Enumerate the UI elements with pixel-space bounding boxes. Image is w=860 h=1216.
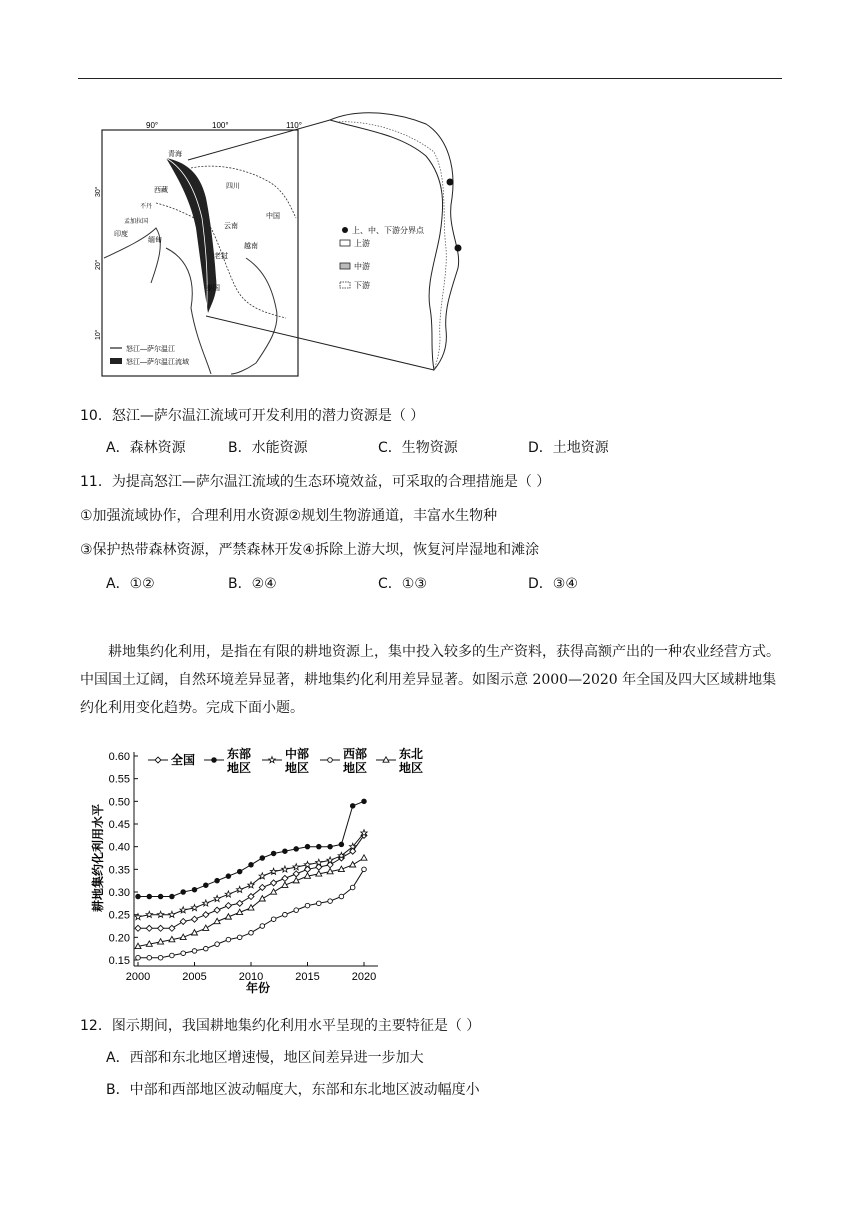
- boundary-point-middle: [455, 245, 462, 252]
- lon-label-100: 100°: [212, 121, 229, 130]
- data-point: [136, 894, 141, 899]
- data-point: [169, 925, 175, 931]
- y-tick-label: 0.20: [108, 932, 130, 945]
- data-point: [260, 924, 265, 929]
- data-point: [225, 903, 231, 909]
- legend-upper: 上游: [354, 239, 370, 248]
- y-axis-label: 耕地集约化利用水平: [91, 803, 105, 913]
- label-vietnam: 越南: [244, 243, 258, 250]
- data-point: [226, 874, 231, 879]
- x-tick-label: 2010: [238, 971, 264, 983]
- data-point: [328, 844, 333, 849]
- q10-stem: 10．怒江—萨尔温江流域可开发利用的潜力资源是（ ）: [80, 408, 425, 424]
- lon-label-110: 110°: [286, 121, 302, 130]
- label-china: 中国: [266, 213, 280, 220]
- header-rule: [78, 78, 782, 79]
- label-xizang: 西藏: [154, 187, 168, 194]
- data-point: [271, 889, 277, 894]
- data-point: [147, 894, 152, 899]
- data-point: [305, 844, 310, 849]
- q11-stem: 11．为提高怒江—萨尔温江流域的生态环境效益，可采取的合理措施是（ ）: [80, 474, 551, 490]
- y-tick-label: 0.15: [108, 955, 130, 967]
- y-tick-label: 0.45: [108, 819, 130, 831]
- legend-river: 怒江—萨尔温江: [126, 346, 175, 353]
- q10-option-d[interactable]: D．土地资源: [528, 440, 609, 456]
- legend-middle: 中游: [354, 262, 370, 271]
- data-point: [304, 861, 310, 867]
- legend-label: 全国: [171, 753, 196, 767]
- q12-option-b[interactable]: B．中部和西部地区波动幅度大，东部和东北地区波动幅度小: [106, 1082, 480, 1098]
- data-point: [293, 864, 299, 870]
- data-point: [248, 882, 254, 888]
- data-point: [350, 804, 355, 809]
- data-point: [147, 955, 152, 960]
- legend-basin: 怒江—萨尔温江流域: [126, 359, 189, 366]
- data-point: [271, 917, 276, 922]
- data-point: [362, 867, 367, 872]
- data-point: [203, 912, 209, 918]
- y-tick-label: 0.30: [108, 887, 130, 899]
- lat-label-30: 30°: [95, 186, 102, 197]
- data-point: [361, 855, 367, 860]
- data-point: [192, 887, 197, 892]
- data-point: [158, 894, 163, 899]
- data-point: [270, 868, 276, 874]
- data-point: [249, 931, 254, 936]
- data-point: [294, 908, 299, 913]
- data-point: [350, 862, 356, 867]
- q10-option-c[interactable]: C．生物资源: [378, 440, 458, 456]
- data-point: [181, 890, 186, 895]
- x-tick-label: 2005: [182, 971, 207, 983]
- data-point: [135, 925, 141, 931]
- label-bhutan: 不丹: [140, 204, 153, 210]
- data-point: [214, 907, 220, 913]
- legend-label: 中部地区: [285, 747, 310, 775]
- data-point: [327, 857, 333, 863]
- intensive-use-line-chart: [88, 742, 424, 996]
- data-point: [259, 896, 265, 901]
- boundary-point-upper: [447, 179, 454, 186]
- data-point: [215, 878, 220, 883]
- q10-option-a[interactable]: A．森林资源: [106, 440, 186, 456]
- y-tick-label: 0.50: [108, 796, 130, 809]
- label-thailand: 泰国: [206, 285, 220, 292]
- data-point: [294, 847, 299, 852]
- data-point: [237, 869, 242, 874]
- lon-label-90: 90°: [146, 121, 159, 130]
- data-point: [203, 925, 209, 930]
- data-point: [181, 951, 186, 956]
- q11-option-d[interactable]: D．③④: [528, 576, 578, 592]
- q12-stem: 12．图示期间，我国耕地集约化利用水平呈现的主要特征是（ ）: [80, 1018, 481, 1034]
- q11-line1: ①加强流域协作，合理利用水资源②规划生物游通道，丰富水生物种: [80, 508, 498, 524]
- data-point: [317, 844, 322, 849]
- data-point: [236, 886, 242, 892]
- data-point: [237, 900, 243, 906]
- data-point: [283, 849, 288, 854]
- data-point: [158, 925, 164, 931]
- x-tick-label: 2000: [125, 971, 151, 983]
- q11-option-b[interactable]: B．②④: [228, 576, 277, 592]
- q11-option-c[interactable]: C．①③: [378, 576, 427, 592]
- legend-lower: 下游: [354, 281, 370, 290]
- data-point: [317, 901, 322, 906]
- data-point: [339, 894, 344, 899]
- data-point: [248, 905, 254, 910]
- label-india: 印度: [114, 231, 128, 238]
- q12-option-a[interactable]: A．西部和东北地区增速慢，地区间差异进一步加大: [106, 1050, 424, 1066]
- data-point: [146, 925, 152, 931]
- q11-line2: ③保护热带森林资源，严禁森林开发④拆除上游大坝，恢复河岸湿地和滩涂: [80, 542, 540, 558]
- data-point: [226, 937, 231, 942]
- data-point: [170, 894, 175, 899]
- data-point: [146, 911, 152, 917]
- data-point: [283, 912, 288, 917]
- data-point: [204, 883, 209, 888]
- q10-option-b[interactable]: B．水能资源: [228, 440, 308, 456]
- data-point: [350, 885, 355, 890]
- legend-boundary-points: 上、中、下游分界点: [352, 226, 424, 235]
- data-point: [271, 851, 276, 856]
- data-point: [192, 916, 198, 922]
- q11-option-a[interactable]: A．①②: [106, 576, 155, 592]
- data-point: [260, 856, 265, 861]
- label-myanmar: 缅甸: [148, 237, 162, 244]
- label-qinghai: 青海: [168, 151, 182, 158]
- legend-label: 东北地区: [399, 747, 424, 775]
- data-point: [215, 942, 220, 947]
- legend-marker: [269, 757, 275, 763]
- chart-legend: [148, 746, 423, 775]
- data-point: [316, 859, 322, 865]
- x-tick-label: 2015: [295, 971, 320, 983]
- nujiang-salween-map: [96, 108, 496, 378]
- label-yunnan: 云南: [224, 223, 238, 230]
- label-bangladesh: 孟加拉国: [124, 219, 149, 225]
- data-point: [214, 895, 220, 901]
- data-point: [158, 955, 163, 960]
- data-point: [293, 871, 299, 877]
- lat-label-10: 10°: [95, 329, 102, 340]
- data-point: [282, 875, 288, 881]
- data-point: [180, 918, 186, 924]
- x-tick-label: 2020: [351, 971, 377, 983]
- chart-ticks: [109, 751, 377, 983]
- y-tick-label: 0.60: [108, 751, 130, 763]
- data-point: [271, 880, 277, 886]
- lat-label-20: 20°: [95, 259, 102, 270]
- data-point: [170, 953, 175, 958]
- label-sichuan: 四川: [226, 183, 240, 190]
- y-tick-label: 0.25: [108, 909, 130, 922]
- data-point: [237, 935, 242, 940]
- legend-label: 东部地区: [227, 747, 252, 775]
- passage: 耕地集约化利用，是指在有限的耕地资源上，集中投入较多的生产资料，获得高额产出的一种农业经营方式。中国国土辽阔，自然环境差异显著，耕地集约化利用差异显著。如图示意 2000—2020 年全国及四大区域耕地集约化利用变化趋势。完成下面小题。: [80, 644, 780, 716]
- data-point: [305, 903, 310, 908]
- data-point: [282, 866, 288, 872]
- x-axis-label: 年份: [245, 981, 271, 995]
- data-point: [339, 842, 344, 847]
- data-point: [328, 899, 333, 904]
- y-tick-label: 0.55: [108, 773, 130, 786]
- data-point: [249, 863, 254, 868]
- data-point: [192, 949, 197, 954]
- legend-marker: [212, 758, 217, 763]
- legend-label: 西部地区: [343, 747, 368, 775]
- data-point: [169, 911, 175, 917]
- data-point: [204, 946, 209, 951]
- legend-marker: [155, 757, 161, 763]
- data-point: [136, 955, 141, 960]
- y-tick-label: 0.40: [108, 841, 130, 854]
- chart-series: [135, 799, 367, 960]
- legend-marker: [328, 758, 333, 763]
- label-laos: 老挝: [214, 253, 228, 260]
- data-point: [191, 904, 197, 910]
- data-point: [180, 907, 186, 913]
- y-tick-label: 0.35: [108, 864, 130, 877]
- data-point: [225, 891, 231, 897]
- data-point: [157, 911, 163, 917]
- data-point: [362, 799, 367, 804]
- data-point: [203, 900, 209, 906]
